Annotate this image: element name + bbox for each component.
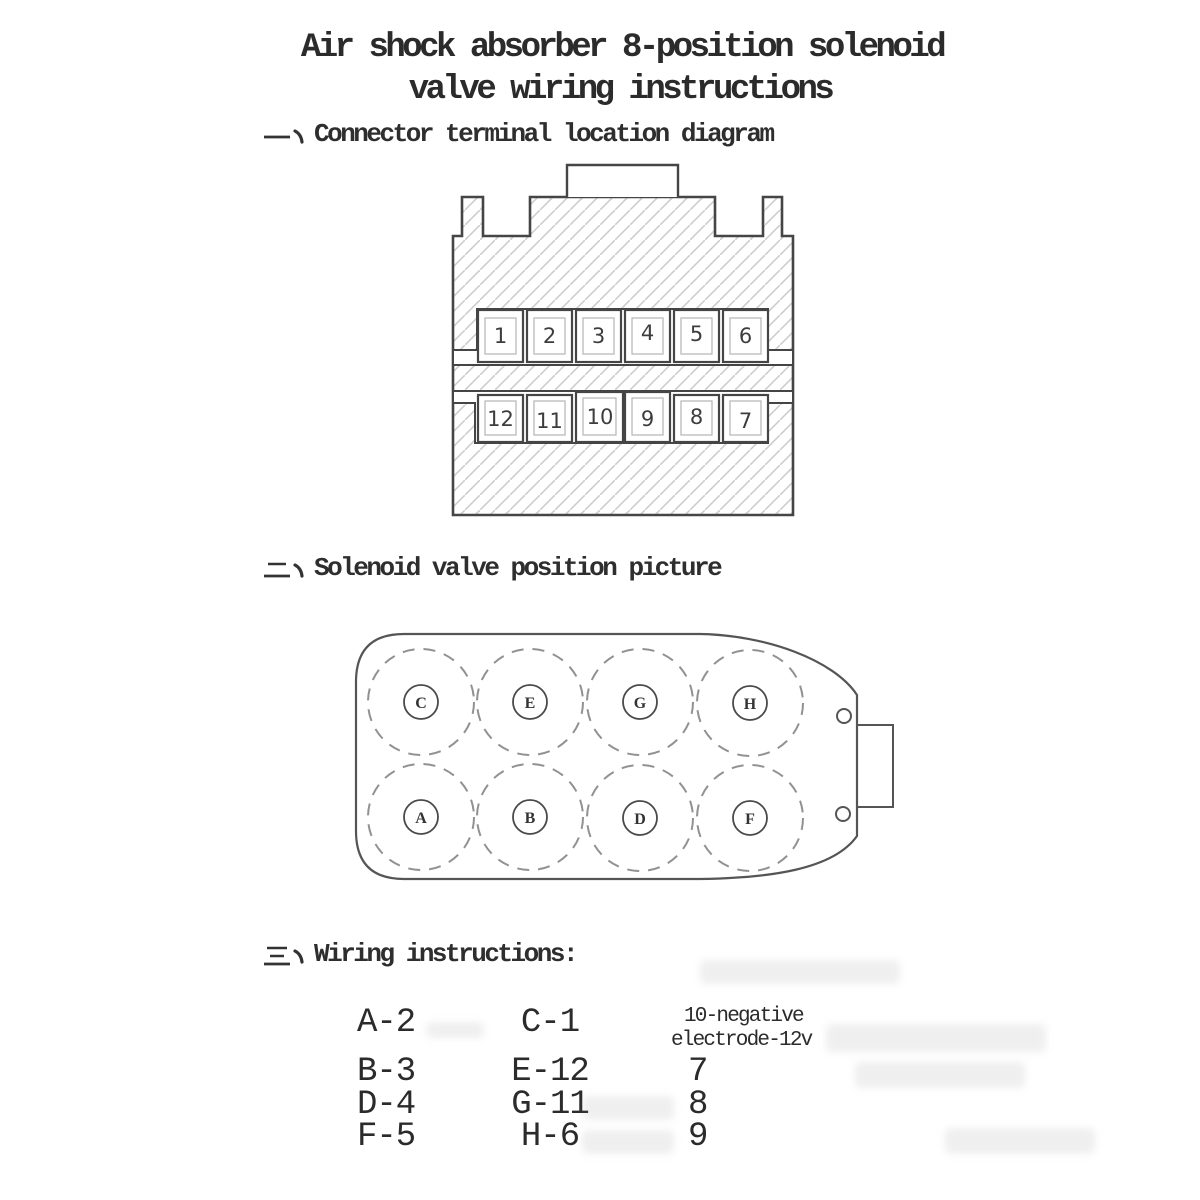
- solenoid-valve-diagram: [340, 618, 910, 893]
- connector-terminal-diagram: [440, 158, 810, 530]
- wiring-terminal: 7: [688, 1053, 708, 1091]
- wiring-pair: B-3: [357, 1053, 416, 1091]
- negative-electrode-note-line1: 10-negative: [684, 1005, 803, 1028]
- valve-port-letter: E: [524, 695, 536, 712]
- wiring-pair: G-11: [511, 1086, 589, 1124]
- terminal-box: [723, 310, 768, 362]
- valve-port-letter: C: [415, 695, 427, 712]
- valve-body: [356, 634, 857, 879]
- bleed-through-smudge: [426, 1022, 484, 1038]
- page-title-line2: valve wiring instructions: [408, 71, 832, 109]
- terminal-row-bottom: [478, 392, 768, 442]
- cjk-numeral-three-icon: [262, 941, 308, 971]
- connector-top-tab: [567, 165, 678, 197]
- bleed-through-smudge: [826, 1024, 1046, 1052]
- mounting-hole: [836, 807, 850, 821]
- bleed-through-smudge: [700, 960, 900, 984]
- terminal-box: [576, 310, 621, 362]
- terminal-number: 12: [487, 407, 514, 431]
- valve-port-letter: D: [634, 811, 646, 828]
- valve-port-letter: A: [415, 810, 427, 827]
- terminal-box: [527, 395, 572, 442]
- terminal-number: 6: [738, 324, 753, 348]
- terminal-box: [625, 392, 670, 442]
- bleed-through-smudge: [582, 1096, 674, 1120]
- wiring-pair: A-2: [357, 1004, 416, 1042]
- terminal-box: [576, 392, 623, 442]
- valve-side-tab: [857, 725, 893, 807]
- terminal-box: [478, 395, 523, 442]
- section-heading-valve-label: Solenoid valve position picture: [314, 553, 721, 583]
- terminal-box: [674, 310, 719, 362]
- terminal-number: 11: [536, 409, 563, 433]
- wiring-pair: H-6: [520, 1118, 580, 1156]
- terminal-number: 2: [542, 324, 557, 348]
- wiring-terminal: 8: [688, 1086, 708, 1124]
- page-title-line1: Air shock absorber 8-position solenoid: [300, 29, 944, 67]
- valve-port-letter: H: [743, 696, 757, 713]
- wiring-pair: F-5: [357, 1118, 416, 1156]
- terminal-box: [527, 310, 572, 362]
- bleed-through-smudge: [582, 1130, 674, 1154]
- terminal-number: 10: [586, 405, 614, 429]
- cjk-numeral-two-icon: [262, 555, 308, 585]
- mounting-hole: [837, 709, 851, 723]
- section-heading-connector: [262, 118, 773, 151]
- terminal-number: 5: [689, 322, 704, 346]
- terminal-box: [674, 395, 719, 442]
- section-heading-valve: [262, 552, 720, 585]
- valve-port-letter: G: [633, 695, 647, 712]
- terminal-box: [723, 395, 768, 442]
- wiring-pair: D-4: [357, 1086, 416, 1124]
- wiring-terminal: 9: [688, 1118, 708, 1156]
- valve-port-letter: F: [745, 811, 755, 828]
- terminal-number: 1: [493, 324, 508, 348]
- section-heading-wiring: [262, 938, 576, 971]
- terminal-number: 9: [640, 407, 655, 431]
- negative-electrode-note-line2: electrode-12v: [671, 1029, 812, 1052]
- terminal-number: 7: [738, 409, 753, 433]
- terminal-box: [625, 310, 670, 362]
- section-heading-connector-label: Connector terminal location diagram: [314, 119, 773, 149]
- terminal-number: 8: [689, 405, 704, 429]
- section-heading-wiring-label: Wiring instructions:: [314, 939, 577, 969]
- wiring-pair: E-12: [511, 1053, 589, 1091]
- valve-port-letter: B: [524, 810, 536, 827]
- terminal-box: [478, 310, 523, 362]
- terminal-number: 4: [640, 321, 655, 345]
- bleed-through-smudge: [855, 1062, 1025, 1088]
- wiring-pair: C-1: [520, 1004, 580, 1042]
- terminal-number: 3: [591, 324, 606, 348]
- cjk-numeral-one-icon: [262, 121, 308, 151]
- bleed-through-smudge: [945, 1128, 1095, 1154]
